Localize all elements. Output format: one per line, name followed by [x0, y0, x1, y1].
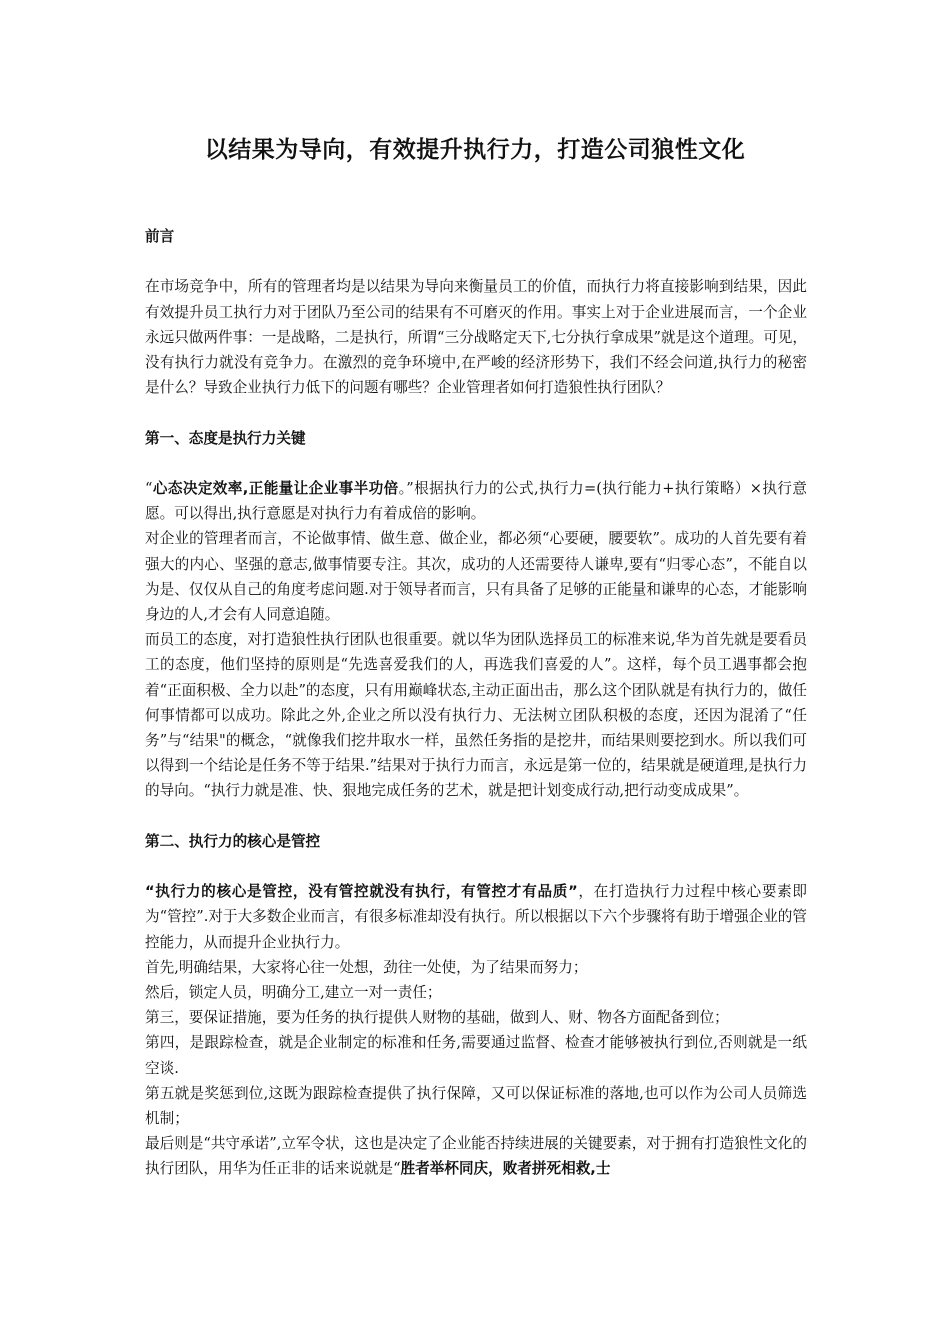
spacer [145, 451, 807, 476]
step-1: 首先,明确结果，大家将心往一处想，劲往一处使，为了结果而努力； [145, 958, 588, 976]
open-quote: “ [145, 479, 153, 497]
paragraph-text: 。”根据执行力的公式,执行力=(执行能力+执行策略）×执行意愿。可以得出,执行意愿是对执行力有着成倍的影响。 [145, 479, 807, 523]
section1-heading: 第一、态度是执行力关键 [145, 429, 306, 447]
bold-quote: 心态决定效率,正能量让企业事半功倍 [152, 479, 399, 497]
section1-paragraph-1 [145, 476, 807, 526]
step-4: 第四，是跟踪检查，就是企业制定的标准和任务,需要通过监督、检查才能够被执行到位,否则就是一纸空谈. [145, 1034, 807, 1077]
spacer [145, 400, 807, 425]
paragraph-text: ，在打造执行力过程中核心要素即为“管控”.对于大多数企业而言，有很多标准却没有执行。所以根据以下六个步骤将有助于增强企业的管控能力，从而提升企业执行力。 [145, 883, 807, 951]
step-2: 然后，锁定人员，明确分工,建立一对一责任； [145, 983, 442, 1001]
spacer [145, 804, 807, 829]
document-body [145, 224, 807, 1182]
section1-paragraph-2: 对企业的管理者而言，不论做事情、做生意、做企业，都必须“心要硬，腰要软”。成功的人首先要有着强大的内心、坚强的意志,做事情要专注。其次，成功的人还需要待人谦卑,要有“归零心态”，不能自以为是、仅仅从自己的角度考虑问题.对于领导者而言，只有具备了足够的正能量和谦卑的心态，才能影响身边的人,才会有人同意追随。 [145, 530, 807, 623]
section1-paragraph-3: 而员工的态度，对打造狼性执行团队也很重要。就以华为团队选择员工的标准来说,华为首先就是要看员工的态度，他们坚持的原则是“先选喜爱我们的人，再选我们喜爱的人”。这样，每个员工遇事都会抱着“正面积极、全力以赴”的态度，只有用巅峰状态,主动正面出击，那么这个团队就是有执行力的，做任何事情都可以成功。除此之外,企业之所以没有执行力、无法树立团队积极的态度，还因为混淆了“任务”与“结果"的概念，“就像我们挖井取水一样，虽然任务指的是挖井，而结果则要挖到水。所以我们可以得到一个结论是任务不等于结果.”结果对于执行力而言，永远是第一位的，结果就是硬道理,是执行力的导向。“执行力就是准、快、狠地完成任务的艺术，就是把计划变成行动,把行动变成成果”。 [145, 631, 807, 800]
document-title: 以结果为导向，有效提升执行力，打造公司狼性文化 [204, 137, 746, 163]
paragraph-text: 最后则是“共守承诺”,立军令状，这也是决定了企业能否持续进展的关键要素，对于拥有打造狼性文化的执行团队，用华为任正非的话来说就是“ [145, 1135, 807, 1178]
preface-paragraph: 在市场竞争中，所有的管理者均是以结果为导向来衡量员工的价值，而执行力将直接影响到结果，因此有效提升员工执行力对于团队乃至公司的结果有不可磨灭的作用。事实上对于企业进展而言，一个企业永远只做两件事：一是战略，二是执行，所谓“三分战略定天下,七分执行拿成果”就是这个道理。可见，没有执行力就没有竞争力。在激烈的竞争环境中,在严峻的经济形势下，我们不经会问道,执行力的秘密是什么？导致企业执行力低下的问题有哪些？企业管理者如何打造狼性执行团队？ [145, 278, 807, 397]
bold-quote: “执行力的核心是管控，没有管控就没有执行，有管控才有品质” [145, 883, 578, 901]
preface-heading: 前言 [145, 228, 175, 245]
section2-paragraph-1 [145, 879, 807, 955]
section2-heading: 第二、执行力的核心是管控 [145, 832, 321, 850]
step-5: 第五就是奖惩到位,这既为跟踪检查提供了执行保障，又可以保证标准的落地,也可以作为公司人员筛选机制； [145, 1084, 807, 1127]
spacer [145, 249, 807, 274]
spacer [145, 854, 807, 879]
step-6 [145, 1131, 807, 1181]
step-3: 第三，要保证措施，要为任务的执行提供人财物的基础，做到人、财、物各方面配备到位； [145, 1009, 729, 1027]
bold-quote: 胜者举杯同庆，败者拼死相救,士 [400, 1160, 611, 1178]
